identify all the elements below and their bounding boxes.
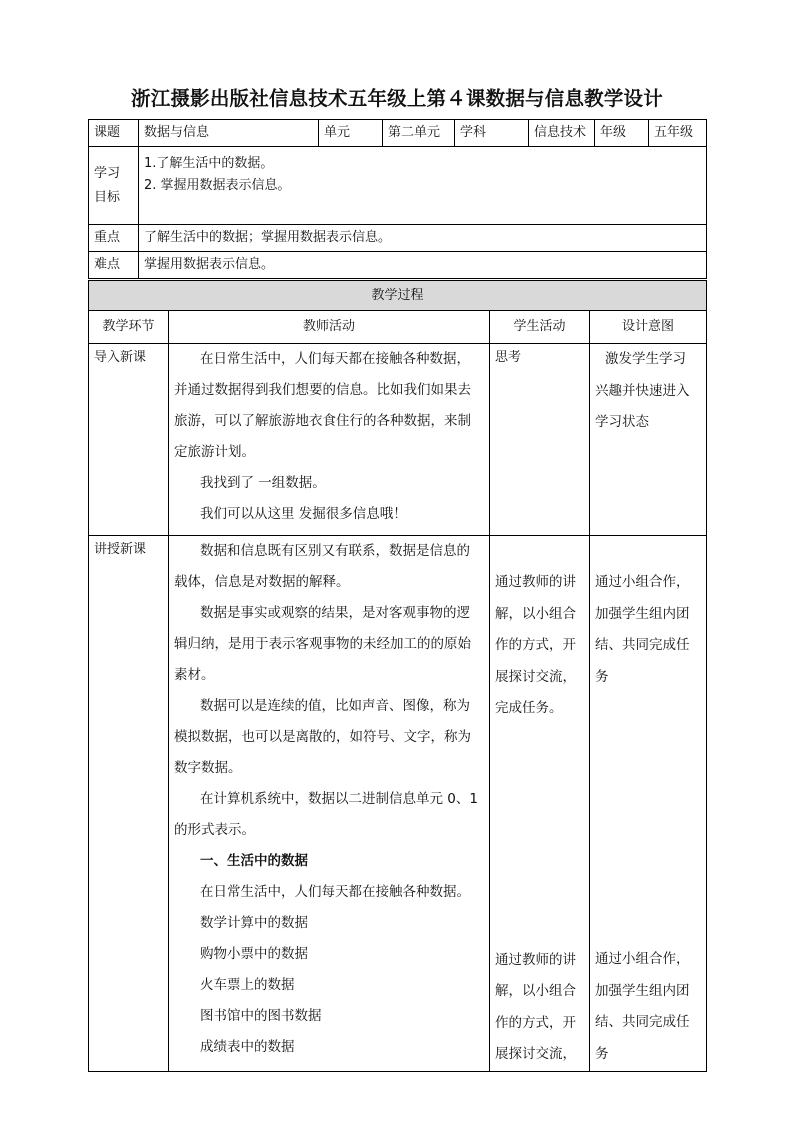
section-heading: 一、生活中的数据	[200, 853, 308, 869]
teacher-line: 数字数据。	[174, 760, 242, 776]
stage-label: 讲授新课	[94, 542, 147, 557]
teacher-line: 图书馆中的图书数据	[200, 1008, 322, 1024]
student-text: 思考	[495, 350, 522, 365]
teacher-line: 成绩表中的数据	[200, 1039, 295, 1055]
difficulty-value: 掌握用数据表示信息。	[139, 252, 707, 279]
teacher-line: 模拟数据，也可以是离散的，如符号、文字，称为	[174, 729, 471, 745]
goal-item: 2. 掌握用数据表示信息。	[144, 178, 291, 193]
unit-value: 第二单元	[383, 120, 455, 147]
teacher-line: 素材。	[174, 667, 215, 683]
intent-line: 务	[595, 668, 609, 685]
column-header: 教师活动	[169, 311, 490, 344]
subject-label: 学科	[455, 120, 529, 147]
unit-label: 单元	[319, 120, 383, 147]
intent-line: 学习状态	[595, 414, 649, 430]
intent-line: 加强学生组内团	[595, 982, 690, 999]
info-table	[88, 119, 707, 279]
teacher-line: 我们可以从这里 发掘很多信息哦！	[200, 506, 407, 522]
teacher-line: 定旅游计划。	[174, 444, 255, 460]
student-line: 展探讨交流，	[495, 668, 576, 685]
student-line: 通过教师的讲	[495, 574, 576, 590]
teacher-line: 并通过数据得到我们想要的信息。比如我们如果去	[174, 382, 471, 398]
teacher-line: 载体，信息是对数据的解释。	[174, 574, 350, 590]
teacher-line: 在日常生活中，人们每天都在接触各种数据。	[200, 884, 470, 900]
intent-line: 激发学生学习	[605, 351, 686, 367]
teacher-activity-new	[169, 536, 490, 1072]
teacher-line: 数据可以是连续的值，比如声音、图像，称为	[200, 698, 470, 714]
intent-line: 结、共同完成任	[595, 1014, 690, 1030]
student-line: 解，以小组合	[495, 983, 576, 999]
intent-line: 加强学生组内团	[595, 605, 690, 622]
student-line: 通过教师的讲	[495, 951, 576, 968]
intent-line: 通过小组合作，	[595, 951, 690, 967]
intent-line: 结、共同完成任	[595, 637, 690, 653]
teacher-line: 的形式表示。	[174, 822, 255, 838]
goals-label	[89, 147, 139, 225]
design-intent-intro	[590, 344, 707, 536]
difficulty-label: 难点	[89, 252, 139, 279]
grade-label: 年级	[595, 120, 649, 147]
goals-content	[139, 147, 707, 225]
teacher-line: 旅游，可以了解旅游地衣食住行的各种数据，来制	[174, 413, 471, 429]
goal-item: 1.了解生活中的数据。	[144, 156, 274, 171]
topic-label: 课题	[89, 120, 139, 147]
student-line: 作的方式，开	[495, 1014, 576, 1031]
teacher-line: 购物小票中的数据	[200, 946, 308, 962]
process-table	[88, 280, 707, 1072]
student-line: 作的方式，开	[495, 637, 576, 653]
student-line: 解，以小组合	[495, 605, 576, 622]
teacher-line: 辑归纳，是用于表示客观事物的未经加工的的原始	[174, 636, 471, 652]
process-title: 教学过程	[89, 281, 707, 311]
intent-line: 兴趣并快速进入	[595, 382, 690, 399]
goals-label-line: 目标	[94, 189, 121, 205]
stage-label: 导入新课	[94, 350, 147, 365]
design-intent-new	[590, 536, 707, 1072]
teacher-line: 数据和信息既有区别又有联系，数据是信息的	[200, 543, 470, 559]
teacher-activity-intro	[169, 344, 490, 536]
grade-value: 五年级	[649, 120, 707, 147]
teacher-line: 在计算机系统中，数据以二进制信息单元 0、1	[200, 791, 478, 807]
column-header: 教学环节	[89, 311, 169, 344]
student-activity-new	[490, 536, 590, 1072]
column-header: 设计意图	[590, 311, 707, 344]
student-line: 展探讨交流，	[495, 1046, 576, 1062]
subject-value: 信息技术	[529, 120, 595, 147]
teacher-line: 我找到了 一组数据。	[200, 475, 326, 491]
stage-cell	[89, 536, 169, 1072]
teacher-line: 数据是事实或观察的结果，是对客观事物的逻	[200, 605, 470, 621]
document-title: 浙江摄影出版社信息技术五年级上第４课数据与信息教学设计	[131, 87, 663, 110]
student-line: 完成任务。	[495, 700, 563, 716]
intent-line: 通过小组合作，	[595, 574, 690, 590]
student-activity-intro	[490, 344, 590, 536]
teacher-line: 火车票上的数据	[200, 977, 295, 993]
intent-line: 务	[595, 1045, 609, 1062]
goals-label-line: 学习	[94, 165, 121, 181]
stage-cell	[89, 344, 169, 536]
topic-value: 数据与信息	[139, 120, 319, 147]
key-point-value: 了解生活中的数据；掌握用数据表示信息。	[139, 225, 707, 252]
key-point-label: 重点	[89, 225, 139, 252]
column-header: 学生活动	[490, 311, 590, 344]
teacher-line: 在日常生活中，人们每天都在接触各种数据，	[200, 351, 470, 367]
teacher-line: 数学计算中的数据	[200, 915, 308, 931]
